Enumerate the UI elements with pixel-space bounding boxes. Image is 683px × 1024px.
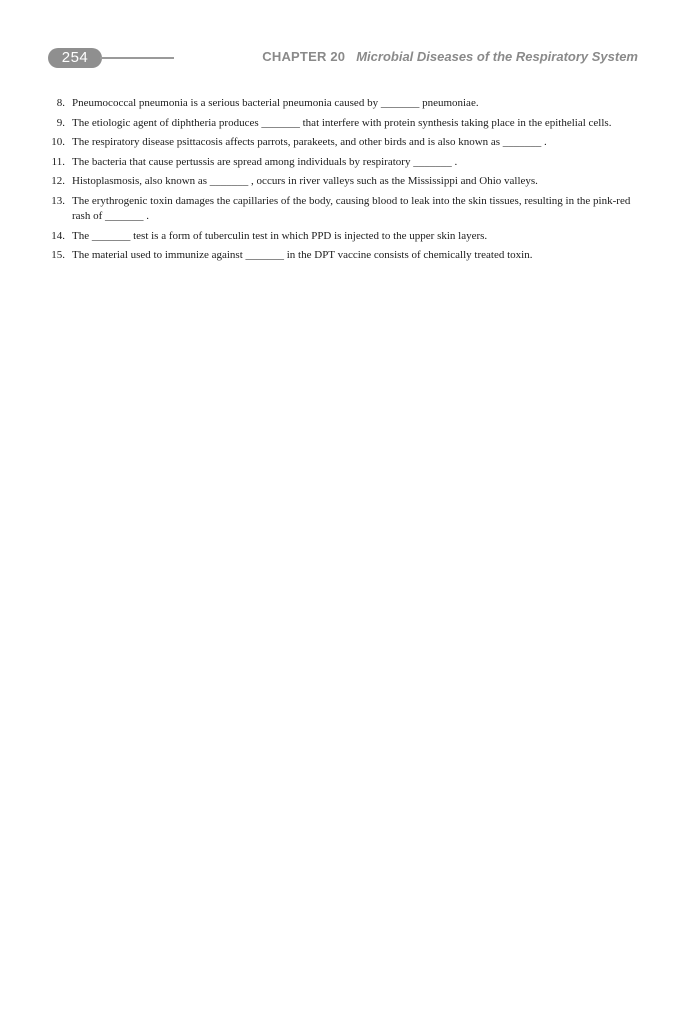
header-rule — [100, 57, 174, 59]
question-text: The material used to immunize against _______ in the DPT vaccine consists of chemically treated toxin. — [72, 249, 533, 261]
question-text: Histoplasmosis, also known as _______ , occurs in river valleys such as the Mississippi and Ohio valleys. — [72, 175, 538, 187]
chapter-subject: Microbial Diseases of the Respiratory System — [356, 49, 638, 64]
question-number: 14. — [51, 229, 65, 242]
question-number: 10. — [51, 136, 65, 148]
question-text: The _______ test is a form of tuberculin test in which PPD is injected to the upper skin layers. — [72, 229, 488, 242]
question-number: 11. — [51, 155, 65, 168]
question-text: The etiologic agent of diphtheria produces _______ that interfere with protein synthesis taking place in the epithelial cells. — [72, 116, 612, 129]
question-item — [48, 96, 638, 112]
question-item — [48, 135, 638, 151]
page-number-badge: 254 — [48, 48, 102, 68]
question-text: The erythrogenic toxin damages the capillaries of the body, causing blood to leak into the skin tissues, resulting in the pink-red rash of _______ . — [72, 194, 631, 222]
question-number: 15. — [51, 249, 65, 261]
question-text: The respiratory disease psittacosis affects parrots, parakeets, and other birds and is also known as _______ . — [72, 136, 547, 148]
question-item — [48, 155, 638, 171]
running-head — [262, 49, 638, 64]
question-text: Pneumococcal pneumonia is a serious bacterial pneumonia caused by _______ pneumoniae. — [72, 97, 479, 109]
question-number: 13. — [51, 194, 65, 207]
question-item — [48, 116, 638, 132]
question-item — [48, 174, 638, 190]
question-text: The bacteria that cause pertussis are spread among individuals by respiratory _______ . — [72, 155, 458, 168]
fill-in-question-list — [48, 96, 638, 268]
question-item — [48, 229, 638, 245]
question-number: 8. — [56, 97, 65, 109]
chapter-label: CHAPTER 20 — [262, 49, 346, 64]
page-header — [48, 44, 638, 70]
question-item — [48, 248, 638, 264]
question-number: 9. — [56, 116, 65, 129]
question-number: 12. — [51, 175, 65, 187]
question-item — [48, 194, 638, 225]
